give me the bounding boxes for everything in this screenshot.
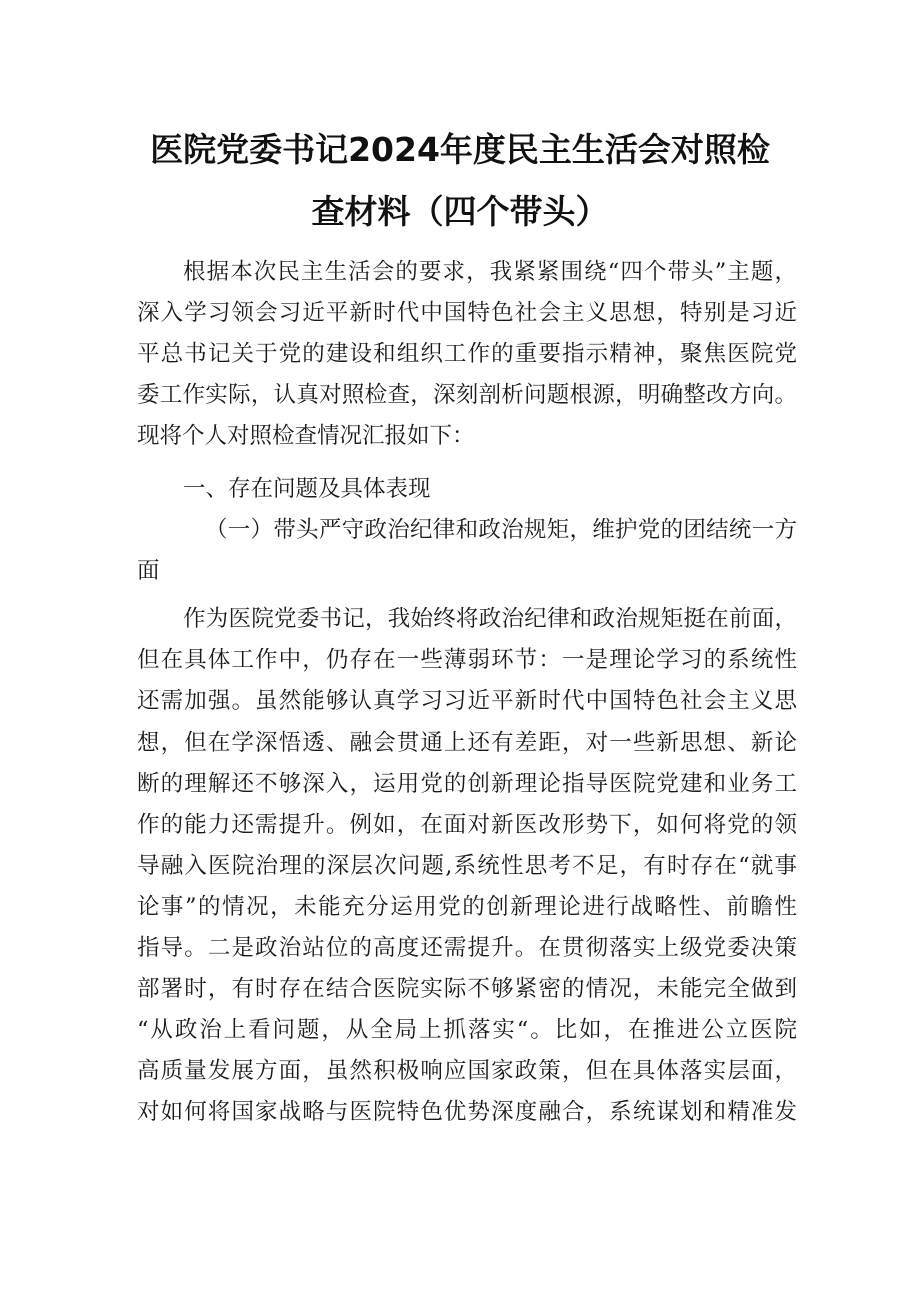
body-line: 论事”的情况，未能充分运用党的创新理论进行战略性、前瞻性 bbox=[137, 894, 797, 920]
body-line: 导融入医院治理的深层次问题,系统性思考不足，有时存在“就事 bbox=[137, 853, 797, 879]
intro-line: 平总书记关于党的建设和组织工作的重要指示精神，聚焦医院党 bbox=[137, 341, 797, 367]
body-line: 但在具体工作中，仍存在一些薄弱环节：一是理论学习的系统性 bbox=[137, 647, 797, 673]
body-line: 作的能力还需提升。例如，在面对新医改形势下，如何将党的领 bbox=[137, 812, 797, 838]
body-line: 对如何将国家战略与医院特色优势深度融合，系统谋划和精准发 bbox=[137, 1099, 797, 1125]
intro-line: 现将个人对照检查情况汇报如下： bbox=[137, 423, 475, 449]
document-title-line-2: 查材料（四个带头） bbox=[311, 192, 609, 231]
subsection-heading-line: （一）带头严守政治纪律和政治规矩，维护党的团结统一方 bbox=[205, 517, 797, 543]
body-line: 断的理解还不够深入，运用党的创新理论指导医院党建和业务工 bbox=[137, 771, 797, 797]
body-line: 想，但在学深悟透、融会贯通上还有差距，对一些新思想、新论 bbox=[137, 730, 797, 756]
document-title-line-1: 医院党委书记2024年度民主生活会对照检 bbox=[150, 130, 770, 169]
subsection-heading-line: 面 bbox=[137, 558, 160, 584]
body-line: 还需加强。虽然能够认真学习习近平新时代中国特色社会主义思 bbox=[137, 688, 797, 714]
section-heading: 一、存在问题及具体表现 bbox=[183, 476, 431, 502]
body-line: “从政治上看问题，从全局上抓落实“。比如，在推进公立医院 bbox=[137, 1017, 797, 1043]
body-line: 指导。二是政治站位的高度还需提升。在贯彻落实上级党委决策 bbox=[137, 935, 797, 961]
intro-line: 根据本次民主生活会的要求，我紧紧围绕“四个带头”主题， bbox=[183, 259, 797, 285]
body-line: 作为医院党委书记，我始终将政治纪律和政治规矩挺在前面， bbox=[183, 606, 797, 632]
intro-line: 委工作实际，认真对照检查，深刻剖析问题根源，明确整改方向。 bbox=[137, 382, 797, 408]
intro-line: 深入学习领会习近平新时代中国特色社会主义思想，特别是习近 bbox=[137, 300, 797, 326]
body-line: 部署时，有时存在结合医院实际不够紧密的情况，未能完全做到 bbox=[137, 976, 797, 1002]
body-line: 高质量发展方面，虽然积极响应国家政策，但在具体落实层面， bbox=[137, 1058, 797, 1084]
